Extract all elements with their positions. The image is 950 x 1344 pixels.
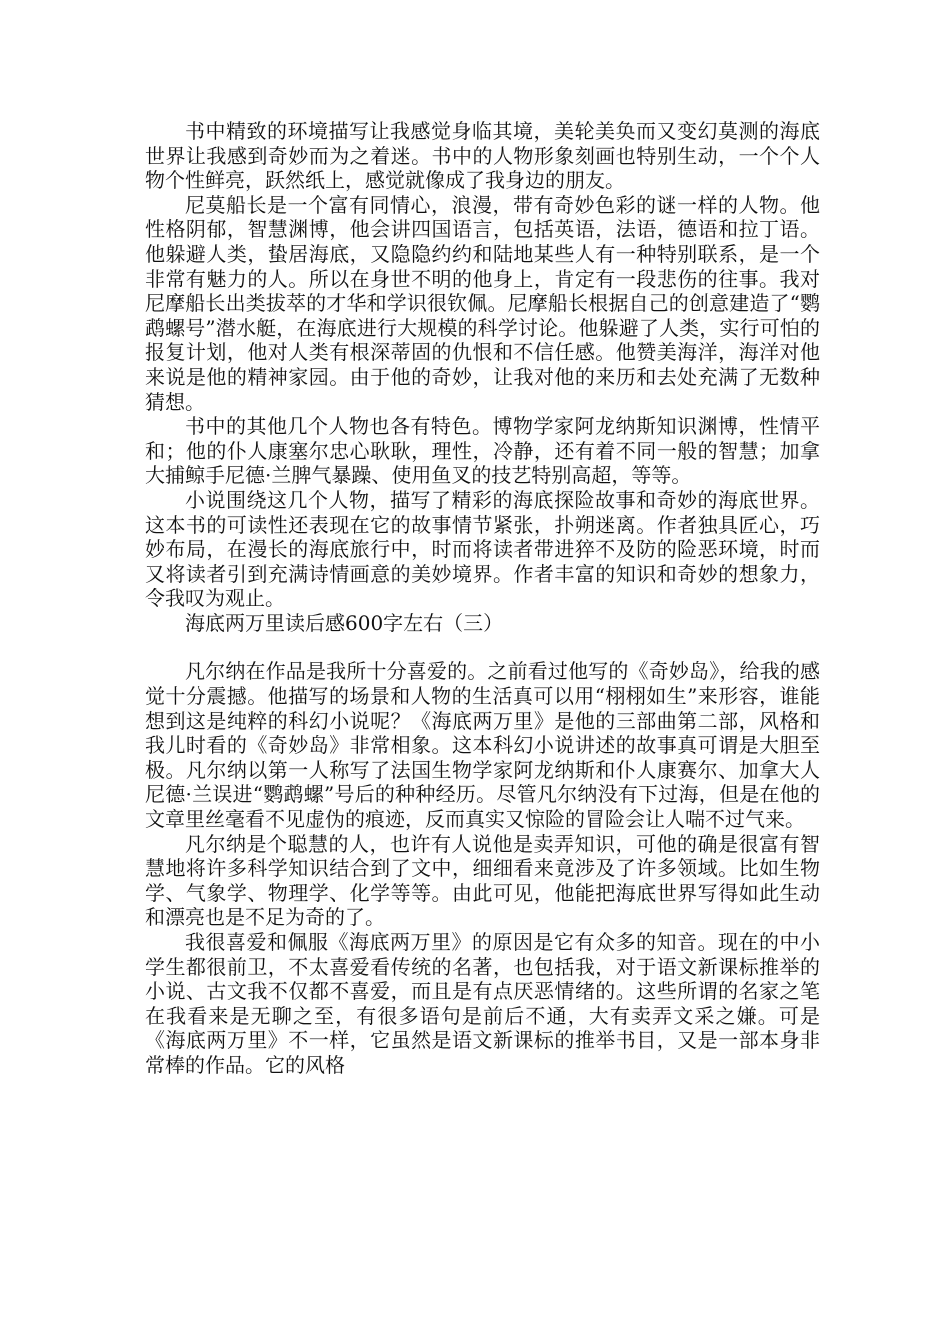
section-heading: 海底两万里读后感600字左右（三） (185, 610, 504, 635)
paragraph-environment: 书中精致的环境描写让我感觉身临其境，美轮美奂而又变幻莫测的海底世界让我感到奇妙而为之着迷。书中的人物形象刻画也特别生动，一个个人物个性鲜亮，跃然纸上，感觉就像成了我身边的朋友。 (145, 119, 820, 193)
paragraph-story: 小说围绕这几个人物，描写了精彩的海底探险故事和奇妙的海底世界。这本书的可读性还表现在它的故事情节紧张，扑朔迷离。作者独具匠心，巧妙布局，在漫长的海底旅行中，时而将读者带进猝不及防的险恶环境，时而又将读者引到充满诗情画意的美妙境界。作者丰富的知识和奇妙的想象力，令我叹为观止。 (145, 487, 820, 611)
paragraph-reasons: 我很喜爱和佩服《海底两万里》的原因是它有众多的知音。现在的中小学生都很前卫，不太喜爱看传统的名著，也包括我，对于语文新课标推举的小说、古文我不仅都不喜爱，而且是有点厌恶情绪的。这些所谓的名家之笔在我看来是无聊之至，有很多语句是前后不通，大有卖弄文采之嫌。可是《海底两万里》不一样，它虽然是语文新课标的推举书目，又是一部本身非常棒的作品。它的风格 (145, 930, 820, 1077)
paragraph-verne-knowledge: 凡尔纳是个聪慧的人，也许有人说他是卖弄知识，可他的确是很富有智慧地将许多科学知识结合到了文中，细细看来竟涉及了许多领域。比如生物学、气象学、物理学、化学等等。由此可见，他能把海底世界写得如此生动和漂亮也是不足为奇的了。 (145, 831, 820, 930)
document-body (145, 119, 820, 1078)
paragraph-captain-nemo: 尼莫船长是一个富有同情心，浪漫，带有奇妙色彩的谜一样的人物。他性格阴郁，智慧渊博，他会讲四国语言，包括英语，法语，德语和拉丁语。他躲避人类，蛰居海底，又隐隐约约和陆地某些人有一种特别联系，是一个非常有魅力的人。所以在身世不明的他身上，肯定有一段悲伤的往事。我对尼摩船长出类拔萃的才华和学识很钦佩。尼摩船长根据自己的创意建造了“鹦鹉螺号”潜水艇，在海底进行大规模的科学讨论。他躲避了人类，实行可怕的报复计划，他对人类有根深蒂固的仇恨和不信任感。他赞美海洋，海洋对他来说是他的精神家园。由于他的奇妙，让我对他的来历和去处充满了无数种猜想。 (145, 192, 820, 414)
paragraph-other-characters: 书中的其他几个人物也各有特色。博物学家阿龙纳斯知识渊博，性情平和；他的仆人康塞尔忠心耿耿，理性，冷静，还有着不同一般的智慧；加拿大捕鲸手尼德·兰脾气暴躁、使用鱼叉的技艺特别高超，等等。 (145, 414, 820, 488)
paragraph-verne-works: 凡尔纳在作品是我所十分喜爱的。之前看过他写的《奇妙岛》，给我的感觉十分震撼。他描写的场景和人物的生活真可以用“栩栩如生”来形容，谁能想到这是纯粹的科幻小说呢？《海底两万里》是他的三部曲第二部，风格和我儿时看的《奇妙岛》非常相象。这本科幻小说讲述的故事真可谓是大胆至极。凡尔纳以第一人称写了法国生物学家阿龙纳斯和仆人康赛尔、加拿大人尼德·兰误进“鹦鹉螺”号后的种种经历。尽管凡尔纳没有下过海，但是在他的文章里丝毫看不见虚伪的痕迹，反而真实又惊险的冒险会让人喘不过气来。 (145, 659, 820, 832)
blank-line (145, 635, 820, 659)
